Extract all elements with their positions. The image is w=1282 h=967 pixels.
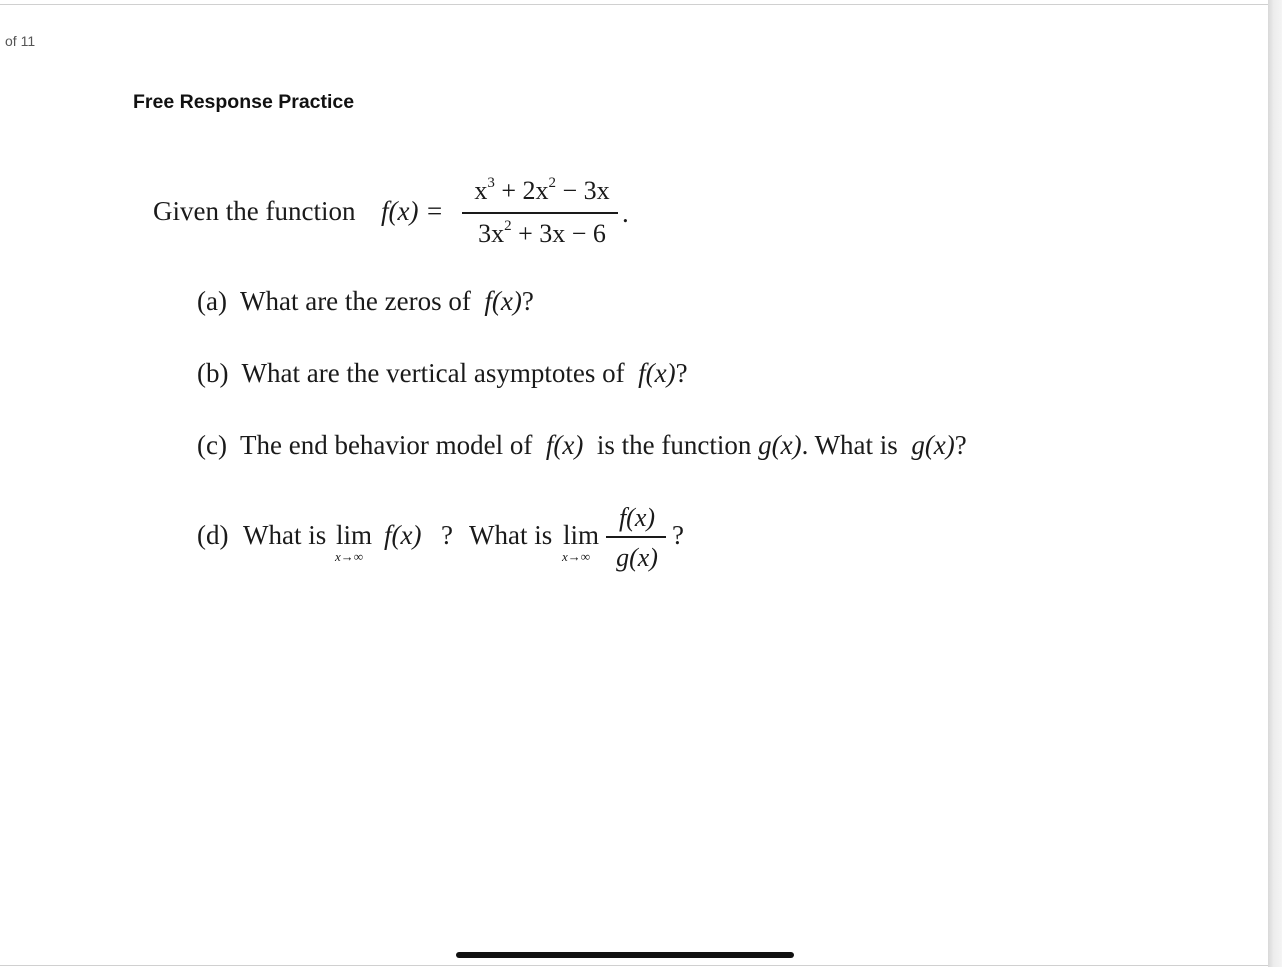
- scrollbar[interactable]: [1268, 0, 1282, 967]
- given-prefix: Given the function: [153, 196, 356, 226]
- part-d-text1: What is: [243, 520, 327, 550]
- bottom-divider: [0, 965, 1268, 966]
- page-indicator: of 11: [5, 33, 36, 49]
- part-a: [197, 288, 534, 315]
- part-d-lim1-sub: x→∞: [335, 549, 364, 564]
- part-d-numerator: f(x): [618, 503, 656, 532]
- fraction-bar: [462, 212, 618, 214]
- part-b-expr: f(x): [638, 358, 676, 388]
- part-b: [197, 360, 688, 387]
- part-a-label: (a): [197, 286, 227, 316]
- part-d-q1: ?: [441, 520, 453, 550]
- part-c-text3: . What is: [801, 430, 898, 460]
- section-title: Free Response Practice: [133, 91, 355, 113]
- part-c-label: (c): [197, 430, 227, 460]
- given-numerator: $x^3 + 2x^2 - 3x$: [474, 175, 610, 205]
- part-a-text: What are the zeros of: [239, 286, 471, 316]
- part-b-end: ?: [675, 358, 688, 388]
- part-d-lim1: lim: [336, 520, 373, 550]
- part-c-text2: is the function: [596, 430, 752, 460]
- part-a-end: ?: [521, 286, 534, 316]
- home-indicator[interactable]: [456, 952, 794, 958]
- given-denominator: $3x^2 + 3x - 6$: [478, 218, 606, 248]
- part-d-denominator: g(x): [616, 543, 658, 572]
- part-c-text1: The end behavior model of: [239, 430, 533, 460]
- part-c: [197, 432, 967, 459]
- part-d-expr1: f(x): [384, 520, 422, 550]
- part-d-end: ?: [672, 520, 684, 550]
- part-d-lim2: lim: [563, 520, 600, 550]
- part-c-end: ?: [954, 430, 967, 460]
- part-d-lim2-sub: x→∞: [562, 549, 591, 564]
- given-function: f(x) =: [381, 196, 444, 226]
- top-divider: [0, 4, 1268, 5]
- part-c-expr2: g(x): [758, 430, 802, 460]
- part-a-expr: f(x): [484, 286, 522, 316]
- part-c-expr1: f(x): [545, 430, 584, 460]
- part-b-text: What are the vertical asymptotes of: [241, 358, 625, 388]
- part-b-label: (b): [197, 358, 229, 388]
- given-period: .: [622, 198, 629, 228]
- part-d-text2: What is: [469, 520, 553, 550]
- part-d-label: (d): [197, 520, 229, 550]
- part-d-fraction-bar: [606, 536, 666, 538]
- part-c-expr3: g(x): [911, 430, 955, 460]
